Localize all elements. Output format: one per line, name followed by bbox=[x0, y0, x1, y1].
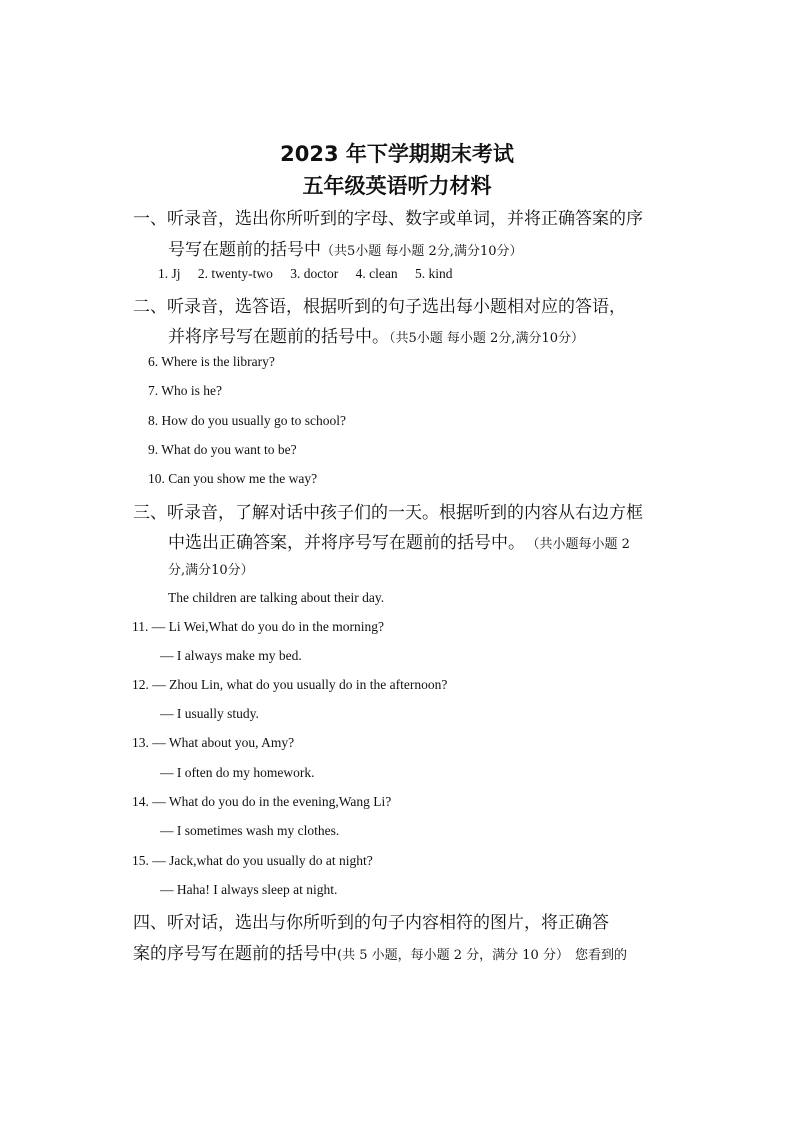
list-item: 2. twenty-two bbox=[197, 266, 273, 281]
dialogue-question: 15. — Jack,what do you usually do at night? bbox=[132, 853, 373, 868]
list-item: 10. Can you show me the way? bbox=[148, 471, 318, 486]
list-item: 5. kind bbox=[415, 266, 453, 281]
section1-score-note: （共5小题 每小题 2分,满分10分） bbox=[321, 244, 523, 259]
list-item: 6. Where is the library? bbox=[148, 354, 275, 369]
list-item: 3. doctor bbox=[290, 266, 339, 281]
section3-score-note-cont: 分,满分10分） bbox=[168, 563, 254, 578]
section3-heading-text: 中选出正确答案，并将序号写在题前的括号中。 bbox=[168, 533, 525, 553]
section4-heading-line2 bbox=[133, 939, 627, 964]
list-item: 9. What do you want to be? bbox=[148, 442, 297, 457]
section3-score-note: （共小题每小题 2 bbox=[533, 537, 630, 552]
list-item: 4. clean bbox=[355, 266, 398, 281]
section3-heading-line1: 三、听录音，了解对话中孩子们的一天。根据听到的内容从右边方框 bbox=[133, 503, 643, 523]
section2-heading-text: 并将序号写在题前的括号中。 bbox=[168, 327, 389, 347]
section1-heading-line2 bbox=[168, 235, 522, 260]
section3-heading-line2 bbox=[168, 528, 630, 553]
exam-title: 2023 年下学期期末考试 bbox=[280, 142, 514, 166]
dialogue-answer: — I usually study. bbox=[160, 706, 259, 721]
section4-heading-line1: 四、听对话，选出与你所听到的句子内容相符的图片，将正确答 bbox=[133, 913, 609, 933]
dialogue-answer: — I always make my bed. bbox=[160, 648, 302, 663]
dialogue-answer: — Haha! I always sleep at night. bbox=[160, 882, 338, 897]
section4-score-note: (共 5 小题，每小题 2 分，满分 10 分） bbox=[337, 948, 569, 963]
dialogue-question: 14. — What do you do in the evening,Wang Li? bbox=[132, 794, 392, 809]
section2-heading-line1: 二、听录音，选答语，根据听到的句子选出每小题相对应的答语， bbox=[133, 297, 626, 317]
section1-heading-line1: 一、听录音，选出你所听到的字母、数字或单词，并将正确答案的序 bbox=[133, 209, 643, 229]
dialogue-question: 13. — What about you, Amy? bbox=[132, 735, 295, 750]
dialogue-question: 11. — Li Wei,What do you do in the morning? bbox=[132, 619, 384, 634]
section4-heading-text: 案的序号写在题前的括号中 bbox=[133, 944, 337, 964]
section2-heading-line2 bbox=[168, 322, 584, 347]
section1-heading-text: 号写在题前的括号中 bbox=[168, 240, 321, 260]
list-item: 7. Who is he? bbox=[148, 383, 222, 398]
list-item: 1. Jj bbox=[158, 266, 181, 281]
dialogue-question: 12. — Zhou Lin, what do you usually do in the afternoon? bbox=[132, 677, 448, 692]
section4-trailing-text: 您看到的 bbox=[574, 948, 627, 963]
section3-intro: The children are talking about their day. bbox=[168, 590, 385, 605]
list-item: 8. How do you usually go to school? bbox=[148, 413, 346, 428]
section1-word-list bbox=[158, 266, 467, 282]
dialogue-answer: — I often do my homework. bbox=[160, 765, 315, 780]
section2-score-note: （共5小题 每小题 2分,满分10分） bbox=[389, 331, 584, 346]
dialogue-answer: — I sometimes wash my clothes. bbox=[160, 823, 340, 838]
exam-subtitle: 五年级英语听力材料 bbox=[302, 174, 492, 198]
